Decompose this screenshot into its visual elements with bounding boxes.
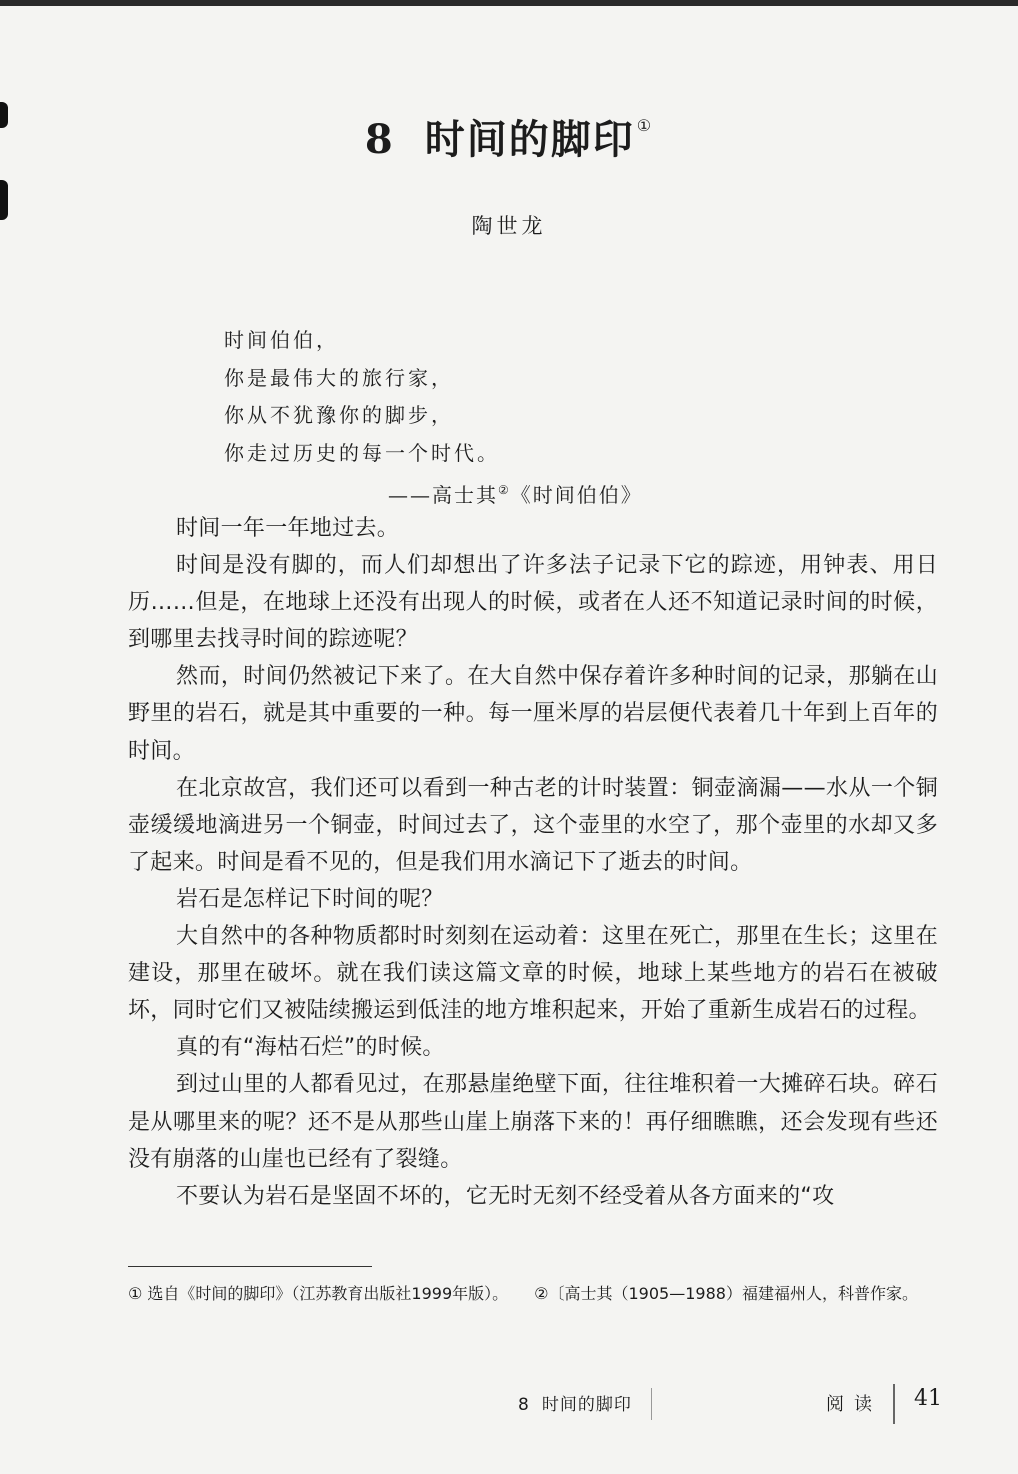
article-body <box>128 510 938 1215</box>
footnote-marker: ② <box>498 483 511 497</box>
footer-divider <box>651 1388 652 1420</box>
scan-edge <box>0 0 1018 6</box>
paragraph: 时间是没有脚的，而人们却想出了许多法子记录下它的踪迹，用钟表、用日历……但是，在地球上还没有出现人的时候，或者在人还不知道记录时间的时候，到哪里去找寻时间的踪迹呢？ <box>128 553 938 653</box>
epigraph-poem <box>224 322 724 472</box>
paragraph: 真的有“海枯石烂”的时候。 <box>176 1035 445 1061</box>
source-title: 《时间伯伯》 <box>510 483 643 507</box>
footnote-1: ① 选自《时间的脚印》（江苏教育出版社1999年版）。 <box>128 1284 509 1303</box>
footer-section-name: 阅读 <box>826 1394 882 1415</box>
paragraph: 不要认为岩石是坚固不坏的，它无时无刻不经受着从各方面来的“攻 <box>176 1183 835 1209</box>
paragraph: 到过山里的人都看见过，在那悬崖绝壁下面，往往堆积着一大摊碎石块。碎石是从哪里来的呢？还不是从那些山崖上崩落下来的！再仔细瞧瞧，还会发现有些还没有崩落的山崖也已经有了裂缝。 <box>128 1072 938 1172</box>
paragraph: 岩石是怎样记下时间的呢？ <box>176 886 444 912</box>
paragraph: 时间一年一年地过去。 <box>176 516 400 541</box>
epigraph-source <box>388 472 718 514</box>
author-name: 陶世龙 <box>471 214 547 238</box>
poem-line: 你是最伟大的旅行家， <box>224 365 454 390</box>
footnote-marker: ① <box>636 116 654 135</box>
footnote-divider <box>128 1266 372 1267</box>
footer-chapter-number: 8 <box>518 1395 530 1415</box>
lesson-number: 8 <box>364 116 395 163</box>
footer-chapter-title: 时间的脚印 <box>541 1395 632 1415</box>
page-title <box>0 108 1018 165</box>
paragraph: 在北京故宫，我们还可以看到一种古老的计时装置：铜壶滴漏——水从一个铜壶缓缓地滴进另一个铜壶，时间过去了，这个壶里的水空了，那个壶里的水却又多了起来。时间是看不见的，但是我们用水滴记下了逝去的时间。 <box>128 775 938 875</box>
poem-line: 时间伯伯， <box>224 328 339 352</box>
paragraph: 然而，时间仍然被记下来了。在大自然中保存着许多种时间的记录，那躺在山野里的岩石，就是其中重要的一种。每一厘米厚的岩层便代表着几十年到上百年的时间。 <box>128 664 938 764</box>
page-number: 41 <box>914 1386 942 1411</box>
poem-line: 你走过历史的每一个时代。 <box>224 440 500 465</box>
footnotes <box>128 1282 948 1306</box>
footer-divider <box>893 1384 895 1424</box>
running-footer-chapter <box>518 1390 632 1415</box>
lesson-title: 时间的脚印 <box>424 116 635 163</box>
footnote-2: ②〔高士其（1905—1988）福建福州人，科普作家。 <box>534 1284 918 1303</box>
paragraph: 大自然中的各种物质都时时刻刻在运动着：这里在死亡，那里在生长；这里在建设，那里在破坏。就在我们读这篇文章的时候，地球上某些地方的岩石在被破坏，同时它们又被陆续搬运到低洼的地方堆积起来，开始了重新生成岩石的过程。 <box>128 924 938 1024</box>
source-author: ——高士其 <box>388 483 498 507</box>
poem-line: 你从不犹豫你的脚步， <box>224 403 454 427</box>
